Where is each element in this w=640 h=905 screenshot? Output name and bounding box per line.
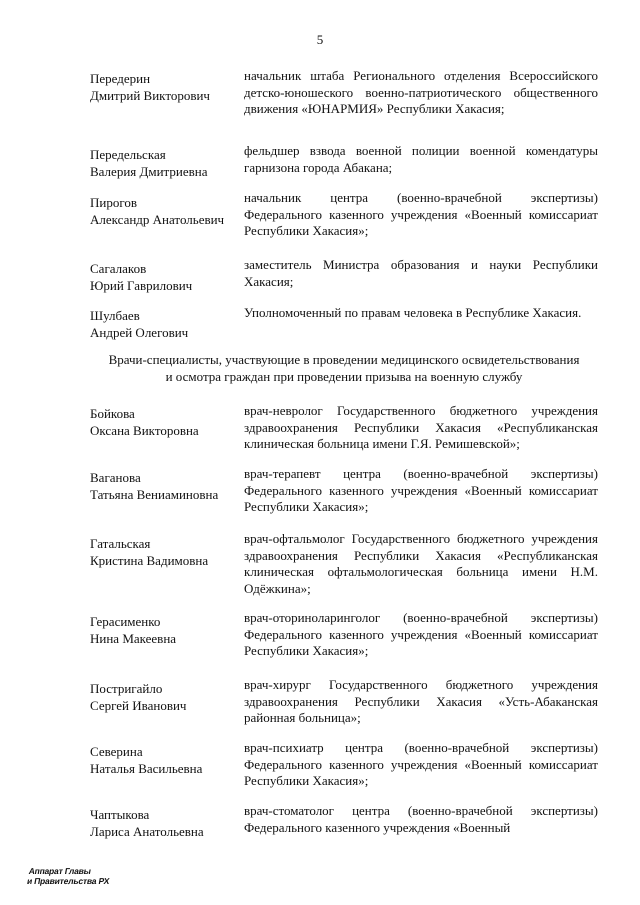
person-surname: Постригайло: [90, 681, 163, 696]
person-name: [90, 806, 240, 840]
person-given-name: Александр Анатольевич: [90, 212, 225, 227]
person-given-name: Оксана Викторовна: [90, 423, 199, 438]
person-name: [90, 146, 240, 180]
section-heading-line-1: Врачи-специалисты, участвующие в проведении медицинского освидетельствования: [108, 352, 580, 367]
person-surname: Передельская: [90, 147, 166, 162]
person-position: фельдшер взвода военной полиции военной комендатуры гарнизона города Абакана;: [244, 143, 598, 175]
page-number: 5: [316, 32, 324, 47]
person-given-name: Юрий Гаврилович: [90, 278, 193, 293]
person-position: врач-оториноларинголог (военно-врачебной экспертизы) Федерального казенного учреждения «Военный комиссариат Республики Хакасия»;: [244, 610, 598, 658]
person-surname: Северина: [90, 744, 143, 759]
person-position: врач-стоматолог центра (военно-врачебной экспертизы) Федерального казенного учреждения «Военный: [244, 803, 598, 835]
section-heading-line-2: и осмотра граждан при проведении призыва на военную службу: [165, 369, 523, 384]
person-surname: Гатальская: [90, 536, 151, 551]
person-surname: Герасименко: [90, 614, 161, 629]
person-name: [90, 613, 240, 647]
person-given-name: Лариса Анатольевна: [90, 824, 204, 839]
person-position: заместитель Министра образования и науки Республики Хакасия;: [244, 257, 598, 289]
person-position: врач-психиатр центра (военно-врачебной экспертизы) Федерального казенного учреждения «Военный комиссариат Республики Хакасия»;: [244, 740, 598, 788]
person-given-name: Андрей Олегович: [90, 325, 189, 340]
person-surname: Пирогов: [90, 195, 137, 210]
person-name: [90, 70, 240, 104]
person-given-name: Татьяна Вениаминовна: [90, 487, 219, 502]
stamp-line-2: и Правительства РХ: [26, 876, 111, 886]
person-given-name: Нина Макеевна: [90, 631, 177, 646]
person-name: [90, 469, 240, 503]
person-given-name: Дмитрий Викторович: [90, 88, 210, 103]
person-name: [90, 307, 240, 341]
stamp-line-1: Аппарат Главы: [28, 866, 92, 876]
person-surname: Бойкова: [90, 406, 135, 421]
person-surname: Сагалаков: [90, 261, 147, 276]
person-position: врач-терапевт центра (военно-врачебной экспертизы) Федерального казенного учреждения «Военный комиссариат Республики Хакасия»;: [244, 466, 598, 514]
person-surname: Чаптыкова: [90, 807, 150, 822]
person-surname: Передерин: [90, 71, 151, 86]
person-name: [90, 535, 240, 569]
person-position: врач-офтальмолог Государственного бюджетного учреждения здравоохранения Республики Хакасия «Республиканская клиническая офтальмологическая больница имени Н.М. Одёжкина»;: [244, 531, 598, 596]
person-name: [90, 743, 240, 777]
person-position: врач-невролог Государственного бюджетного учреждения здравоохранения Республики Хакасия «Республиканская клиническая больница имени Г.Я. Ремишевской»;: [244, 403, 598, 451]
office-stamp: [26, 866, 112, 886]
person-position: начальник центра (военно-врачебной экспертизы) Федерального казенного учреждения «Военный комиссариат Республики Хакасия»;: [244, 190, 598, 238]
person-given-name: Наталья Васильевна: [90, 761, 203, 776]
person-given-name: Валерия Дмитриевна: [90, 164, 208, 179]
person-given-name: Кристина Вадимовна: [90, 553, 209, 568]
person-position: врач-хирург Государственного бюджетного учреждения здравоохранения Республики Хакасия «Усть-Абаканская районная больница»;: [244, 677, 598, 725]
person-name: [90, 405, 240, 439]
person-name: [90, 260, 240, 294]
person-name: [90, 194, 240, 228]
section-heading: [88, 351, 600, 385]
person-position: начальник штаба Регионального отделения Всероссийского детско-юношеского военно-патриотического общественного движения «ЮНАРМИЯ» Республики Хакасия;: [244, 68, 598, 116]
person-position: Уполномоченный по правам человека в Республике Хакасия.: [244, 305, 582, 320]
person-given-name: Сергей Иванович: [90, 698, 187, 713]
person-name: [90, 680, 240, 714]
person-surname: Шулбаев: [90, 308, 140, 323]
person-surname: Ваганова: [90, 470, 141, 485]
